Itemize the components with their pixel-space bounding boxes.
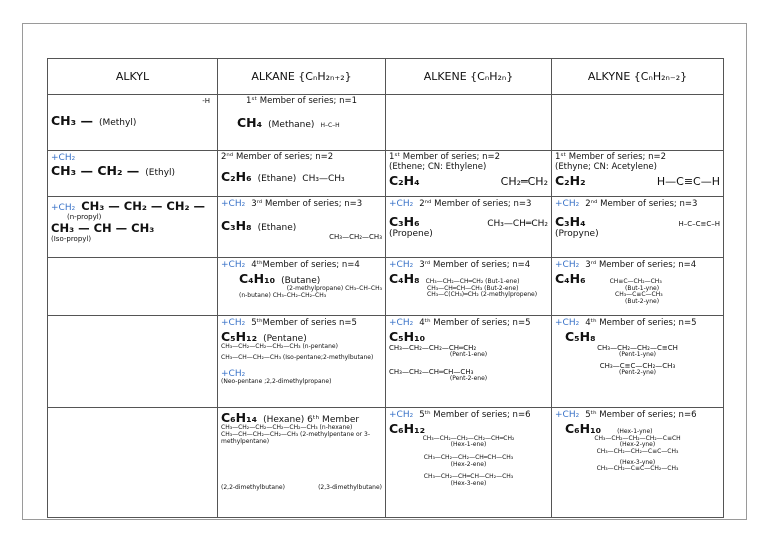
alkyne-struct-2: CH₃—CH₂—CH₂—C≡C—CH₃ bbox=[596, 447, 679, 455]
table-row bbox=[48, 408, 724, 518]
homologous-series-table bbox=[47, 58, 724, 518]
alkane-name: (Butane) bbox=[281, 275, 321, 286]
alkane-struct-3: (Neo-pentane ;2,2-dimethylpropane) bbox=[221, 378, 332, 386]
alkyne-cell bbox=[552, 95, 724, 151]
alkane-name: (Ethane) bbox=[257, 173, 297, 184]
alkyne-name-2: (But-2-yne) bbox=[625, 297, 660, 305]
header-alkene: ALKENE {CₙH₂ₙ} bbox=[386, 59, 552, 95]
alkane-name: (Hexane) 6ᵗʰ Member bbox=[263, 415, 360, 425]
alkane-struct-2: CH₃—CH—CH₂—CH₂—CH₃ (2-methylpentane or 3-methylpentane) bbox=[221, 430, 371, 445]
alkane-formula: C₂H₆ bbox=[221, 168, 252, 184]
header-alkyl: ALKYL bbox=[48, 59, 218, 95]
alkyne-formula: C₃H₄ bbox=[555, 213, 586, 229]
alkyl-formula-2: CH₃ — CH — CH₃ bbox=[51, 221, 155, 236]
table-row bbox=[48, 197, 724, 258]
alkyl-note: -H bbox=[202, 97, 210, 105]
alkyne-name-1: (Hex-1-yne) bbox=[617, 427, 653, 435]
header-alkane: ALKANE {CₙH₂ₙ₊₂} bbox=[218, 59, 386, 95]
alkene-struct-1: CH₃—CH₂—CH═CH₂ (But-1-ene) bbox=[425, 277, 520, 285]
alkene-formula: C₆H₁₂ bbox=[389, 420, 426, 436]
alkyne-struct-1: CH₃—CH₂—CH₂—CH₂—C≡CH bbox=[594, 434, 681, 442]
alkane-struct: CH₃—CH₃ bbox=[302, 173, 345, 184]
member-label: 4ᵗʰMember of series; n=4 bbox=[251, 260, 360, 270]
add-ch2-marker: +CH₂ bbox=[221, 318, 246, 328]
alkyne-formula: C₅H₈ bbox=[565, 328, 596, 344]
add-ch2-marker: +CH₂ bbox=[221, 199, 246, 209]
add-ch2-marker: +CH₂ bbox=[51, 153, 76, 163]
alkane-cell bbox=[218, 316, 386, 408]
member-label: 3ʳᵈ Member of series; n=4 bbox=[585, 260, 697, 270]
alkyl-formula: CH₃ — CH₂ — bbox=[51, 163, 140, 178]
add-ch2-marker: +CH₂ bbox=[389, 318, 414, 328]
alkene-struct-1: CH₃—CH₂—CH₂—CH₂—CH═CH₂ bbox=[422, 434, 515, 442]
add-ch2-marker: +CH₂ bbox=[389, 199, 414, 209]
alkyne-formula: C₄H₆ bbox=[555, 270, 586, 286]
alkene-cell bbox=[386, 197, 552, 258]
member-label: 5ᵗʰMember of series n=5 bbox=[251, 318, 357, 328]
alkene-struct-1: CH₃—CH₂—CH₂—CH═CH₂ bbox=[389, 343, 477, 352]
alkyne-cell bbox=[552, 316, 724, 408]
alkane-struct-2: CH₃—CH—CH₂—CH₃ (Iso-pentane;2-methylbutane) bbox=[221, 353, 374, 361]
member-label: 1ˢᵗ Member of series; n=1 bbox=[245, 96, 357, 106]
alkyne-name-1: (Pent-1-yne) bbox=[618, 350, 657, 358]
alkene-cell bbox=[386, 95, 552, 151]
add-ch2-marker-2: +CH₂ bbox=[221, 369, 246, 380]
alkyne-struct-1: CH₃—CH₂—CH₂—C≡CH bbox=[597, 343, 678, 352]
alkyne-struct-2: CH₃—C≡C—CH₂—CH₃ bbox=[599, 362, 676, 371]
table-row bbox=[48, 151, 724, 197]
alkene-struct-2: CH₃—CH₂—CH═CH—CH₃ bbox=[389, 368, 474, 377]
alkyl-cell bbox=[48, 197, 218, 258]
alkyne-name-3: (Hex-3-yne) bbox=[619, 458, 656, 466]
member-label: 4ᵗʰ Member of series; n=5 bbox=[419, 318, 531, 328]
add-ch2-marker: +CH₂ bbox=[389, 410, 414, 420]
alkene-name: (Propene) bbox=[389, 229, 433, 240]
alkyne-name-2: (Hex-2-yne) bbox=[619, 441, 656, 449]
member-label: 5ᵗʰ Member of series; n=6 bbox=[419, 410, 531, 420]
alkane-formula: C₄H₁₀ bbox=[239, 270, 276, 286]
alkane-struct: CH₃—CH₂—CH₃ bbox=[329, 233, 382, 242]
member-label: 2ⁿᵈ Member of series; n=3 bbox=[419, 199, 532, 209]
alkane-name-3: (2,2-dimethylbutane) bbox=[221, 484, 285, 492]
alkane-formula: C₆H₁₄ bbox=[221, 410, 258, 425]
alkane-cell bbox=[218, 151, 386, 197]
alkyne-formula: C₂H₂ bbox=[555, 172, 586, 188]
alkyne-formula: C₆H₁₀ bbox=[565, 420, 602, 436]
alkyne-name-2: (Pent-2-yne) bbox=[618, 369, 657, 377]
alkyl-name: (Ethyl) bbox=[145, 168, 176, 178]
alkene-struct: CH₃—CH═CH₂ bbox=[487, 218, 548, 229]
alkyne-struct-1: CH≡C—CH₂—CH₃ bbox=[609, 277, 662, 285]
alkane-name-4: (2,3-dimethylbutane) bbox=[318, 484, 382, 492]
member-label: 2ⁿᵈ Member of series; n=3 bbox=[585, 199, 698, 209]
alkane-name: (Ethane) bbox=[257, 222, 297, 233]
alkyne-struct: H–C–C≡C–H bbox=[678, 219, 720, 228]
alkane-name: (Pentane) bbox=[263, 333, 307, 344]
alkene-name-2: (Pent-2-ene) bbox=[449, 375, 488, 383]
alkene-name-3: (Hex-3-ene) bbox=[450, 479, 487, 487]
member-sub: (Ethyne; CN: Acetylene) bbox=[555, 161, 657, 172]
table-row bbox=[48, 316, 724, 408]
header-row bbox=[48, 59, 724, 95]
alkene-formula: C₂H₄ bbox=[389, 172, 420, 188]
alkyne-struct-2: CH₃—C≡C—CH₃ bbox=[615, 291, 663, 299]
alkyl-cell bbox=[48, 151, 218, 197]
alkane-formula: C₃H₈ bbox=[221, 217, 252, 233]
alkene-cell bbox=[386, 151, 552, 197]
alkene-formula: C₄H₈ bbox=[389, 270, 420, 286]
alkene-struct-2: CH₃—CH₂—CH₂—CH═CH—CH₃ bbox=[423, 453, 514, 461]
member-label: 3ʳᵈ Member of series; n=4 bbox=[419, 260, 531, 270]
alkane-formula: CH₄ bbox=[237, 114, 263, 130]
alkane-struct-1: CH₃—CH₂—CH₂—CH₂—CH₃ (n-pentane) bbox=[221, 343, 338, 351]
alkene-name-1: (Hex-1-ene) bbox=[450, 441, 487, 449]
alkene-struct-2: CH₃—CH═CH—CH₃ (But-2-ene) bbox=[427, 284, 519, 292]
table-row bbox=[48, 258, 724, 316]
alkane-struct: H–C–H bbox=[320, 121, 340, 129]
member-label: 4ᵗʰ Member of series; n=5 bbox=[585, 318, 697, 328]
add-ch2-marker: +CH₂ bbox=[555, 410, 580, 420]
alkene-name-2: (Hex-2-ene) bbox=[450, 460, 487, 468]
alkyl-cell bbox=[48, 316, 218, 408]
alkene-formula: C₃H₆ bbox=[389, 213, 420, 229]
alkyl-name-2: (Iso-propyl) bbox=[51, 235, 92, 244]
member-label: 1ˢᵗ Member of series; n=2 bbox=[389, 152, 501, 162]
member-label: 5ᵗʰ Member of series; n=6 bbox=[585, 410, 697, 420]
alkyl-cell bbox=[48, 258, 218, 316]
member-label: 1ˢᵗ Member of series; n=2 bbox=[555, 152, 667, 162]
alkyl-cell bbox=[48, 95, 218, 151]
add-ch2-marker: +CH₂ bbox=[389, 260, 414, 270]
alkane-formula: C₅H₁₂ bbox=[221, 328, 258, 344]
add-ch2-marker: +CH₂ bbox=[555, 260, 580, 270]
alkyl-cell bbox=[48, 408, 218, 518]
alkyne-name-1: (But-1-yne) bbox=[625, 284, 660, 292]
alkyne-struct: H—C≡C—H bbox=[656, 174, 720, 188]
member-label: 3ʳᵈ Member of series; n=3 bbox=[251, 199, 363, 209]
header-alkyne: ALKYNE {CₙH₂ₙ₋₂} bbox=[552, 59, 724, 95]
alkene-struct: CH₂═CH₂ bbox=[500, 174, 548, 188]
alkane-cell bbox=[218, 408, 386, 518]
alkene-cell bbox=[386, 258, 552, 316]
alkyl-name: (n-propyl) bbox=[67, 213, 102, 221]
alkyl-formula: CH₃ — CH₂ — CH₂ — bbox=[81, 199, 206, 213]
alkyne-cell bbox=[552, 258, 724, 316]
alkane-name: (Methane) bbox=[268, 119, 315, 130]
alkane-cell bbox=[218, 258, 386, 316]
alkene-cell bbox=[386, 408, 552, 518]
alkyne-cell bbox=[552, 151, 724, 197]
alkene-cell bbox=[386, 316, 552, 408]
alkyne-cell bbox=[552, 197, 724, 258]
alkane-cell bbox=[218, 95, 386, 151]
alkyne-cell bbox=[552, 408, 724, 518]
alkene-name-1: (Pent-1-ene) bbox=[449, 350, 488, 358]
alkane-struct-2: (2-methylpropane) CH₃–CH–CH₃ bbox=[286, 285, 382, 293]
alkane-struct-1: (n-butane) CH₃–CH₂–CH₂–CH₃ bbox=[239, 291, 327, 299]
member-label: 2ⁿᵈ Member of series; n=2 bbox=[221, 152, 334, 162]
add-ch2-marker: +CH₂ bbox=[555, 199, 580, 209]
alkane-cell bbox=[218, 197, 386, 258]
alkene-struct-3: CH₃—CH₂—CH═CH—CH₂—CH₃ bbox=[423, 473, 514, 481]
add-ch2-marker: +CH₂ bbox=[555, 318, 580, 328]
alkene-struct-3: CH₃—C(CH₃)═CH₂ (2-methylpropene) bbox=[427, 291, 538, 299]
table-row bbox=[48, 95, 724, 151]
add-ch2-marker: +CH₂ bbox=[51, 203, 76, 213]
alkene-formula: C₅H₁₀ bbox=[389, 328, 426, 344]
add-ch2-marker: +CH₂ bbox=[221, 260, 246, 270]
alkane-struct-1: CH₃—CH₂—CH₂—CH₂—CH₂—CH₃ (n-hexane) bbox=[221, 424, 353, 432]
alkyl-formula: CH₃ — bbox=[51, 113, 93, 129]
member-sub: (Ethene; CN: Ethylene) bbox=[389, 161, 487, 172]
alkyne-name: (Propyne) bbox=[555, 228, 599, 239]
alkyne-struct-3: CH₃—CH₂—C≡C—CH₂—CH₃ bbox=[596, 465, 679, 473]
alkyl-name: (Methyl) bbox=[98, 118, 137, 129]
